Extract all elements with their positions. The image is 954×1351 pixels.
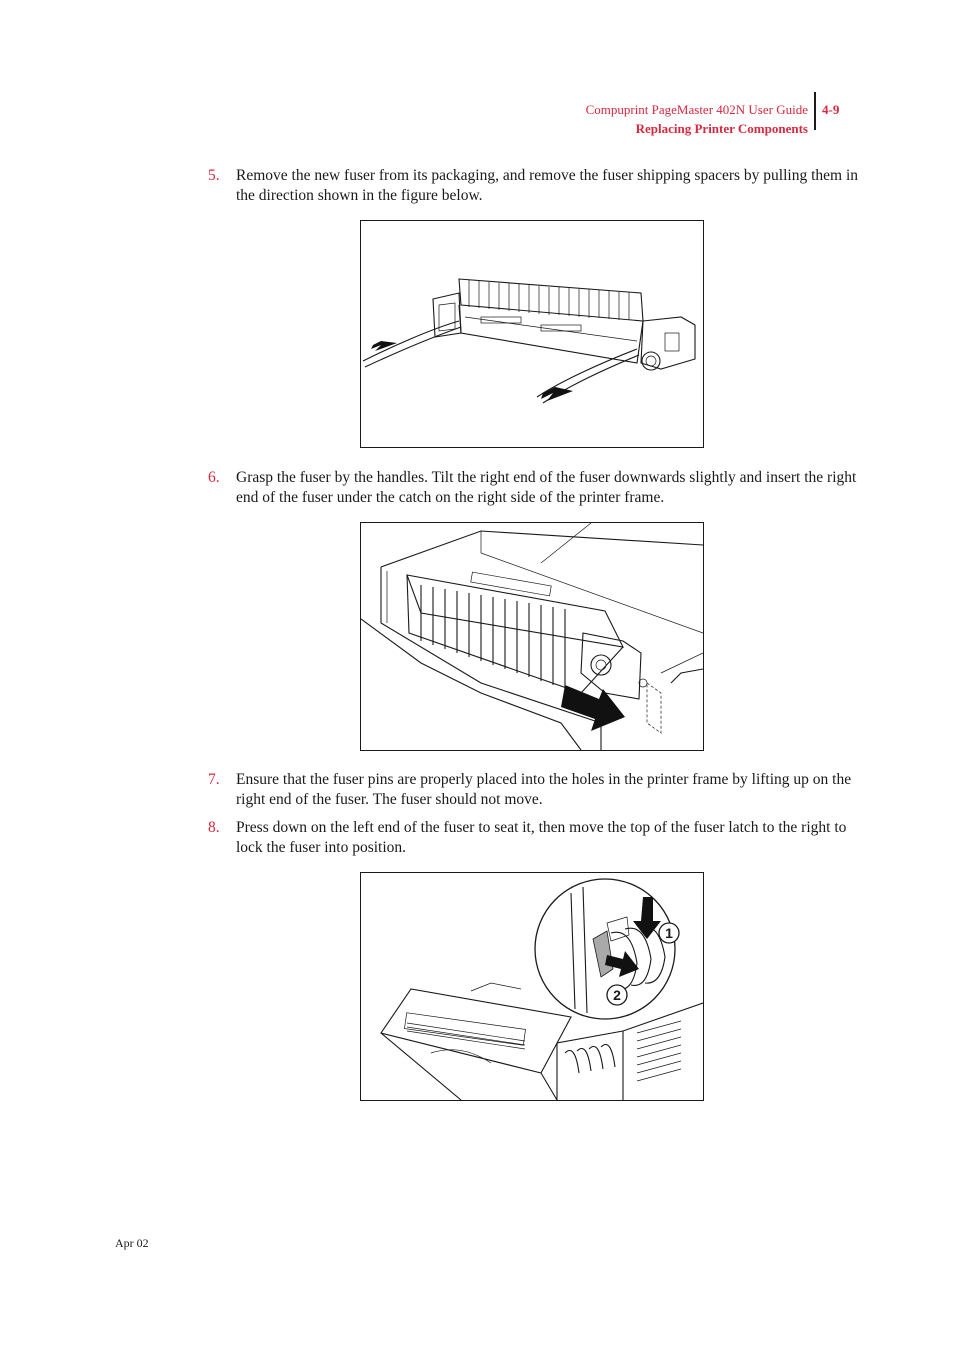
callout-1: 1 — [665, 925, 673, 941]
latch-fuser-illustration — [361, 873, 703, 1100]
step-number: 5. — [208, 167, 220, 184]
step-number: 7. — [208, 771, 220, 788]
step-number: 8. — [208, 819, 220, 836]
guide-title: Compuprint PageMaster 402N User Guide — [585, 102, 808, 117]
insert-direction-arrow — [561, 685, 625, 731]
running-header — [586, 100, 808, 138]
step-5 — [208, 166, 868, 205]
header-divider — [814, 92, 816, 130]
insert-fuser-illustration — [361, 523, 703, 750]
page-number: 4-9 — [822, 102, 840, 117]
step-text: Grasp the fuser by the handles. Tilt the right end of the fuser downwards slightly and insert the right end of the fuser under the catch on the right side of the printer frame. — [236, 469, 857, 506]
callout-2: 2 — [613, 987, 621, 1003]
section-title: Replacing Printer Components — [635, 121, 808, 136]
fuser-spacers-illustration — [361, 221, 703, 447]
step-text: Press down on the left end of the fuser to seat it, then move the top of the fuser latch to the right to lock the fuser into position. — [236, 819, 847, 856]
footer-date: Apr 02 — [115, 1236, 149, 1250]
step-8 — [208, 818, 868, 857]
step-text: Ensure that the fuser pins are properly placed into the holes in the printer frame by lifting up on the right end of the fuser. The fuser should not move. — [236, 771, 852, 808]
figure-latch-fuser — [360, 872, 704, 1101]
figure-fuser-spacers — [360, 220, 704, 448]
pull-arrow-right — [541, 387, 573, 401]
figure-insert-fuser — [360, 522, 704, 751]
step-text: Remove the new fuser from its packaging, and remove the fuser shipping spacers by pulling them in the direction shown in the figure below. — [236, 167, 858, 204]
step-number: 6. — [208, 469, 220, 486]
step-7 — [208, 770, 868, 809]
step-6 — [208, 468, 868, 507]
